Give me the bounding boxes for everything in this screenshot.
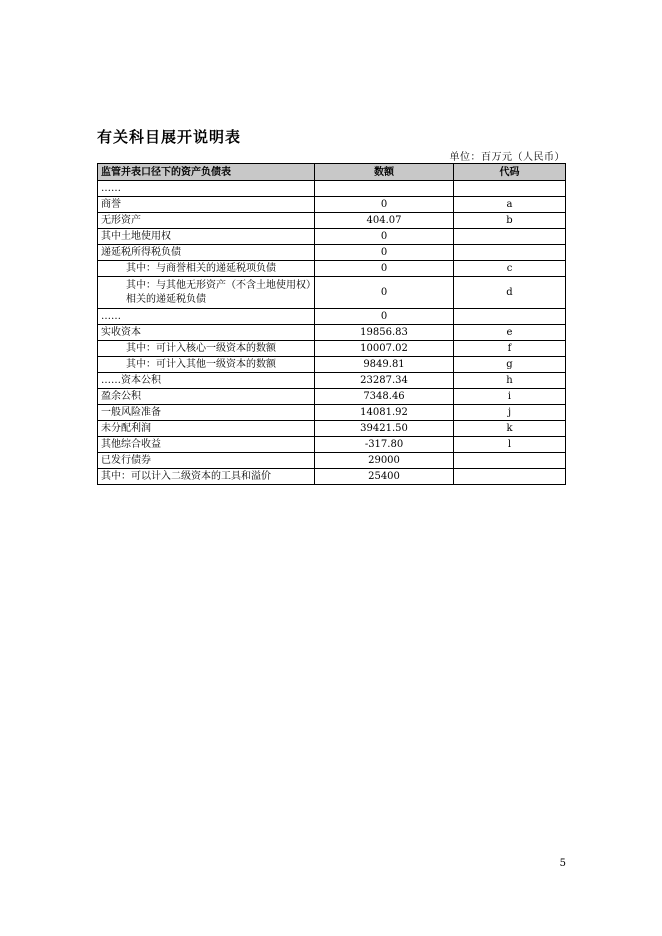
row-label: 商誉 bbox=[98, 197, 315, 213]
unit-label: 单位：百万元（人民币） bbox=[449, 152, 565, 163]
row-code: f bbox=[454, 341, 566, 357]
row-code bbox=[454, 309, 566, 325]
row-label: 实收资本 bbox=[98, 325, 315, 341]
table-row bbox=[98, 357, 566, 373]
table-row bbox=[98, 421, 566, 437]
row-value: 404.07 bbox=[315, 213, 454, 229]
row-label: 其中：与商誉相关的递延税项负债 bbox=[98, 261, 315, 277]
balance-sheet-table bbox=[97, 163, 566, 485]
table-row bbox=[98, 437, 566, 453]
row-value: 7348.46 bbox=[315, 389, 454, 405]
table-row bbox=[98, 181, 566, 197]
row-value: 0 bbox=[315, 261, 454, 277]
row-code: d bbox=[454, 277, 566, 309]
table-row bbox=[98, 341, 566, 357]
row-value: 29000 bbox=[315, 453, 454, 469]
row-label: 其中：与其他无形资产（不含土地使用权）相关的递延税负债 bbox=[98, 277, 315, 309]
row-code: j bbox=[454, 405, 566, 421]
table-row bbox=[98, 373, 566, 389]
row-label: 递延税所得税负债 bbox=[98, 245, 315, 261]
row-value: 9849.81 bbox=[315, 357, 454, 373]
row-label: …… bbox=[98, 309, 315, 325]
row-label: 其他综合收益 bbox=[98, 437, 315, 453]
row-label: 盈余公积 bbox=[98, 389, 315, 405]
table-row bbox=[98, 469, 566, 485]
table-row bbox=[98, 197, 566, 213]
row-label: …… bbox=[98, 181, 315, 197]
row-value bbox=[315, 181, 454, 197]
row-value: 19856.83 bbox=[315, 325, 454, 341]
table-row bbox=[98, 277, 566, 309]
row-value: 23287.34 bbox=[315, 373, 454, 389]
row-label: ……资本公积 bbox=[98, 373, 315, 389]
row-value: 0 bbox=[315, 309, 454, 325]
table-row bbox=[98, 309, 566, 325]
row-code: l bbox=[454, 437, 566, 453]
row-code: h bbox=[454, 373, 566, 389]
row-code: k bbox=[454, 421, 566, 437]
row-label: 其中：可计入核心一级资本的数额 bbox=[98, 341, 315, 357]
row-code bbox=[454, 245, 566, 261]
header-item: 监管并表口径下的资产负债表 bbox=[98, 164, 315, 181]
row-code bbox=[454, 469, 566, 485]
row-value: -317.80 bbox=[315, 437, 454, 453]
row-code: b bbox=[454, 213, 566, 229]
row-code: c bbox=[454, 261, 566, 277]
table-row bbox=[98, 325, 566, 341]
row-label: 其中：可以计入二级资本的工具和溢价 bbox=[98, 469, 315, 485]
row-value: 25400 bbox=[315, 469, 454, 485]
row-label: 其中：可计入其他一级资本的数额 bbox=[98, 357, 315, 373]
table-row bbox=[98, 229, 566, 245]
row-label: 一般风险准备 bbox=[98, 405, 315, 421]
row-label: 已发行债券 bbox=[98, 453, 315, 469]
row-label: 其中土地使用权 bbox=[98, 229, 315, 245]
row-code bbox=[454, 229, 566, 245]
table-row bbox=[98, 405, 566, 421]
row-value: 39421.50 bbox=[315, 421, 454, 437]
page-title: 有关科目展开说明表 bbox=[97, 128, 242, 146]
table-row bbox=[98, 261, 566, 277]
row-value: 14081.92 bbox=[315, 405, 454, 421]
table-header-row bbox=[98, 164, 566, 181]
table-row bbox=[98, 453, 566, 469]
table-row bbox=[98, 389, 566, 405]
row-code: e bbox=[454, 325, 566, 341]
row-label: 无形资产 bbox=[98, 213, 315, 229]
row-value: 0 bbox=[315, 277, 454, 309]
header-code: 代码 bbox=[454, 164, 566, 181]
page-number: 5 bbox=[559, 858, 566, 869]
row-code: a bbox=[454, 197, 566, 213]
row-label: 未分配利润 bbox=[98, 421, 315, 437]
row-value: 0 bbox=[315, 245, 454, 261]
row-code: g bbox=[454, 357, 566, 373]
header-amount: 数额 bbox=[315, 164, 454, 181]
row-value: 0 bbox=[315, 197, 454, 213]
row-code: i bbox=[454, 389, 566, 405]
table-row bbox=[98, 245, 566, 261]
row-value: 10007.02 bbox=[315, 341, 454, 357]
row-code bbox=[454, 181, 566, 197]
row-value: 0 bbox=[315, 229, 454, 245]
row-code bbox=[454, 453, 566, 469]
table-row bbox=[98, 213, 566, 229]
